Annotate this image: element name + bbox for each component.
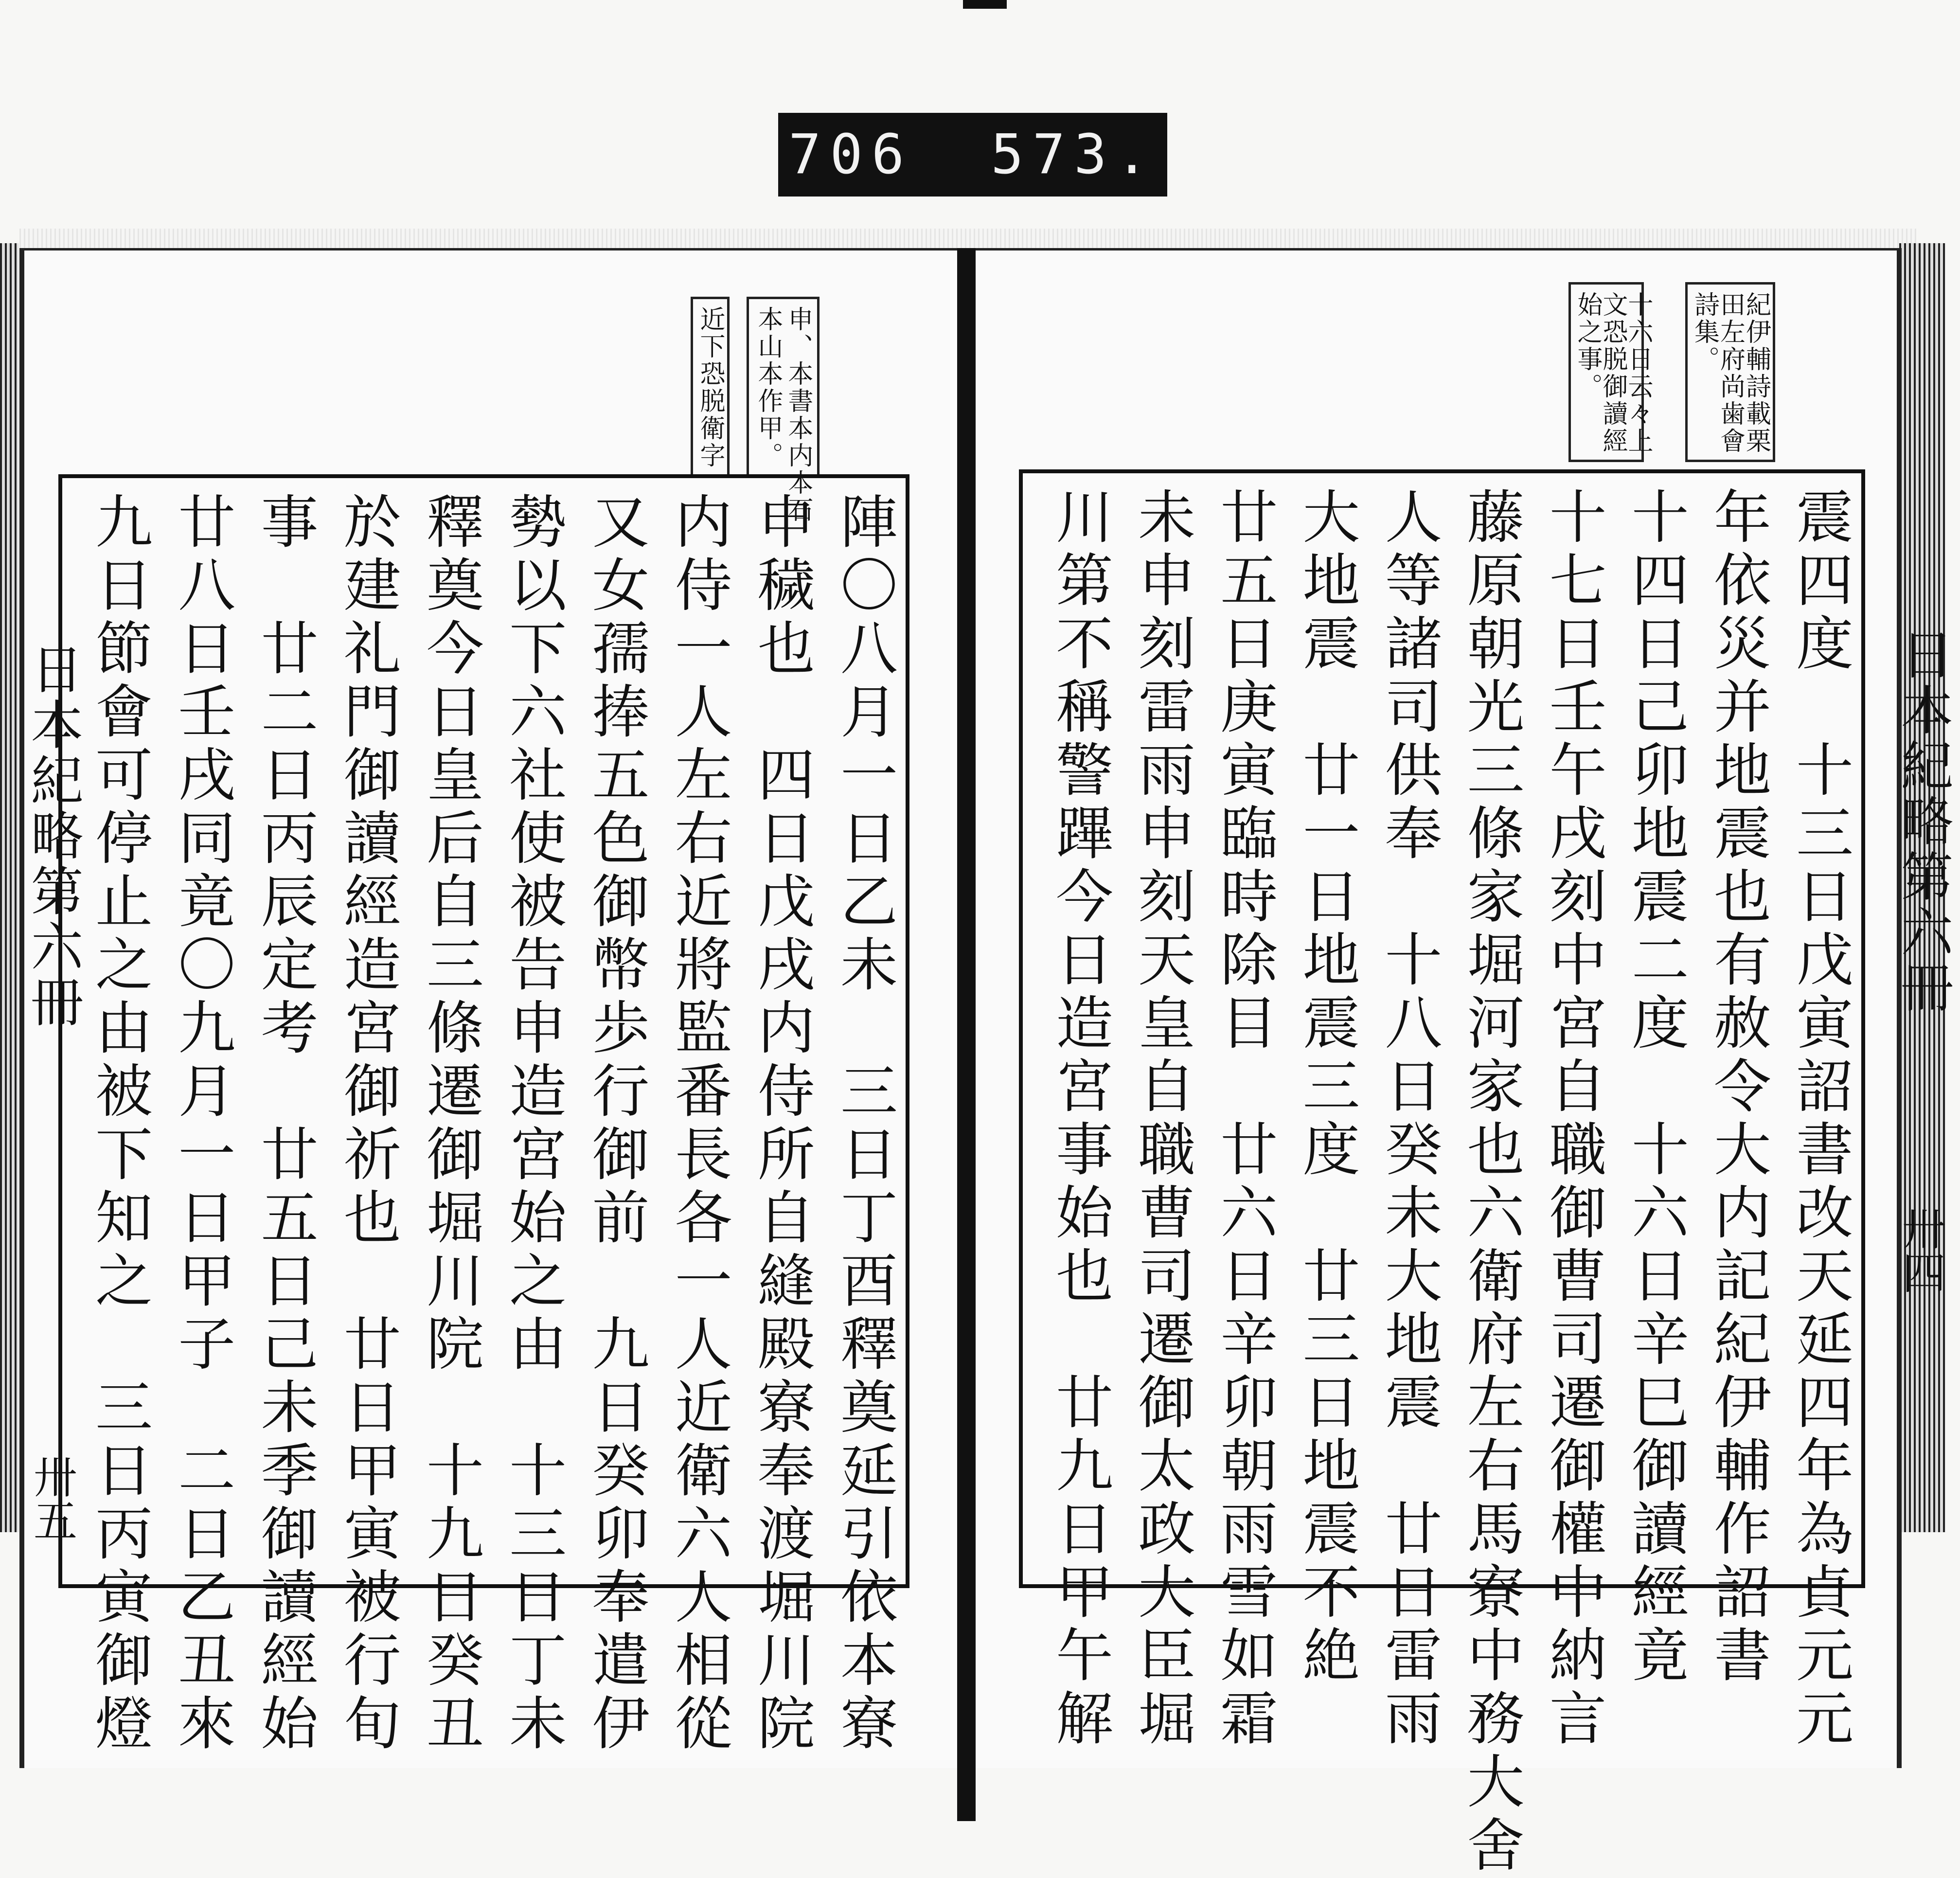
left-text-frame: [58, 474, 909, 1756]
right-page-note-1: [1685, 282, 1775, 462]
text-column: 年依災并地震也有赦令大内記紀伊輔作詔書: [1704, 487, 1771, 1688]
text-column: 釋奠今日皇后自三條遷御堀川院 十九日癸丑: [416, 492, 484, 1756]
note-line: 申、本書本内本石: [784, 306, 813, 524]
text-column: 内侍一人左右近將監番長各一人近衛六人相從: [665, 492, 732, 1756]
note-line: 詩集。: [1690, 291, 1719, 373]
text-column: 九日節會可停止之由被下知之 三日丙寅御燈: [86, 492, 153, 1756]
plate-right-number: 573.: [991, 123, 1157, 186]
right-text-columns: [1035, 487, 1853, 1878]
text-column: 事 廿二日丙辰定考 廿五日己未季御讀經始: [251, 492, 319, 1756]
left-page-number: 卅五: [26, 1454, 77, 1542]
note-line: 近下恐脱衛字: [695, 306, 725, 469]
text-column: 人等諸司供奉 十八日癸未大地震 廿日雷雨: [1375, 487, 1443, 1752]
right-page-number: 卅四: [1894, 1206, 1945, 1294]
microfilm-label-plate: [778, 113, 1167, 197]
text-column: 藤原朝光三條家堀河家也六衛府左右馬寮中務大舍: [1457, 487, 1525, 1878]
text-column: 廿八日壬戌同竟〇九月一日甲子 二日乙丑來: [168, 492, 236, 1756]
left-running-head: 日本紀略第六冊: [22, 642, 83, 1030]
text-column: 陣〇八月一日乙未 三日丁酉釋奠延引依本寮: [830, 492, 898, 1756]
note-line: 紀伊輔詩載栗: [1741, 291, 1771, 455]
text-column: 未申刻雷雨申刻天皇自職曹司遷御太政大臣堀: [1128, 487, 1196, 1752]
text-column: 大地震 廿一日地震三度 廿三日地震不絶: [1293, 487, 1360, 1688]
right-text-frame: [1019, 469, 1865, 1878]
text-column: 十七日壬午戌刻中宮自職御曹司遷御權中納言: [1539, 487, 1607, 1752]
left-page-note-2: [691, 297, 730, 477]
note-line: 十六日云々上: [1623, 291, 1653, 455]
text-column: 十四日己卯地震二度 十六日辛巳御讀經竟: [1621, 487, 1689, 1688]
note-line: 文恐脱御讀經: [1598, 291, 1627, 455]
text-column: 申穢也 四日戊戌内侍所自縫殿寮奉渡堀川院: [748, 492, 815, 1756]
left-text-columns: [75, 492, 898, 1756]
top-edge-mark: [963, 0, 1007, 9]
text-column: 勢以下六社使被告申造宮始之由 十三日丁未: [499, 492, 567, 1756]
text-column: 震四度 十三日戊寅詔書改天延四年為貞元元: [1786, 487, 1853, 1752]
text-column: 於建礼門御讀經造宮御祈也 廿日甲寅被行旬: [334, 492, 401, 1756]
book-gutter: [957, 248, 976, 1821]
text-column: 川第不稱警蹕今日造宮事始也 廿九日甲午解: [1046, 487, 1113, 1752]
text-column: 廿五日庚寅臨時除目 廿六日辛卯朝雨雪如霜: [1211, 487, 1278, 1752]
note-line: 始之事。: [1573, 291, 1602, 400]
note-line: 田左府尚歯會: [1715, 291, 1745, 455]
left-page-note-1: [747, 297, 820, 524]
right-running-head: 日本紀略第六冊: [1892, 627, 1953, 1016]
plate-left-number: 706: [788, 123, 913, 186]
text-column: 又女孺捧五色御幣歩行御前 九日癸卯奉遣伊: [582, 492, 650, 1756]
note-line: 本山本作甲。: [753, 306, 783, 469]
right-page-note-2: [1568, 282, 1653, 462]
